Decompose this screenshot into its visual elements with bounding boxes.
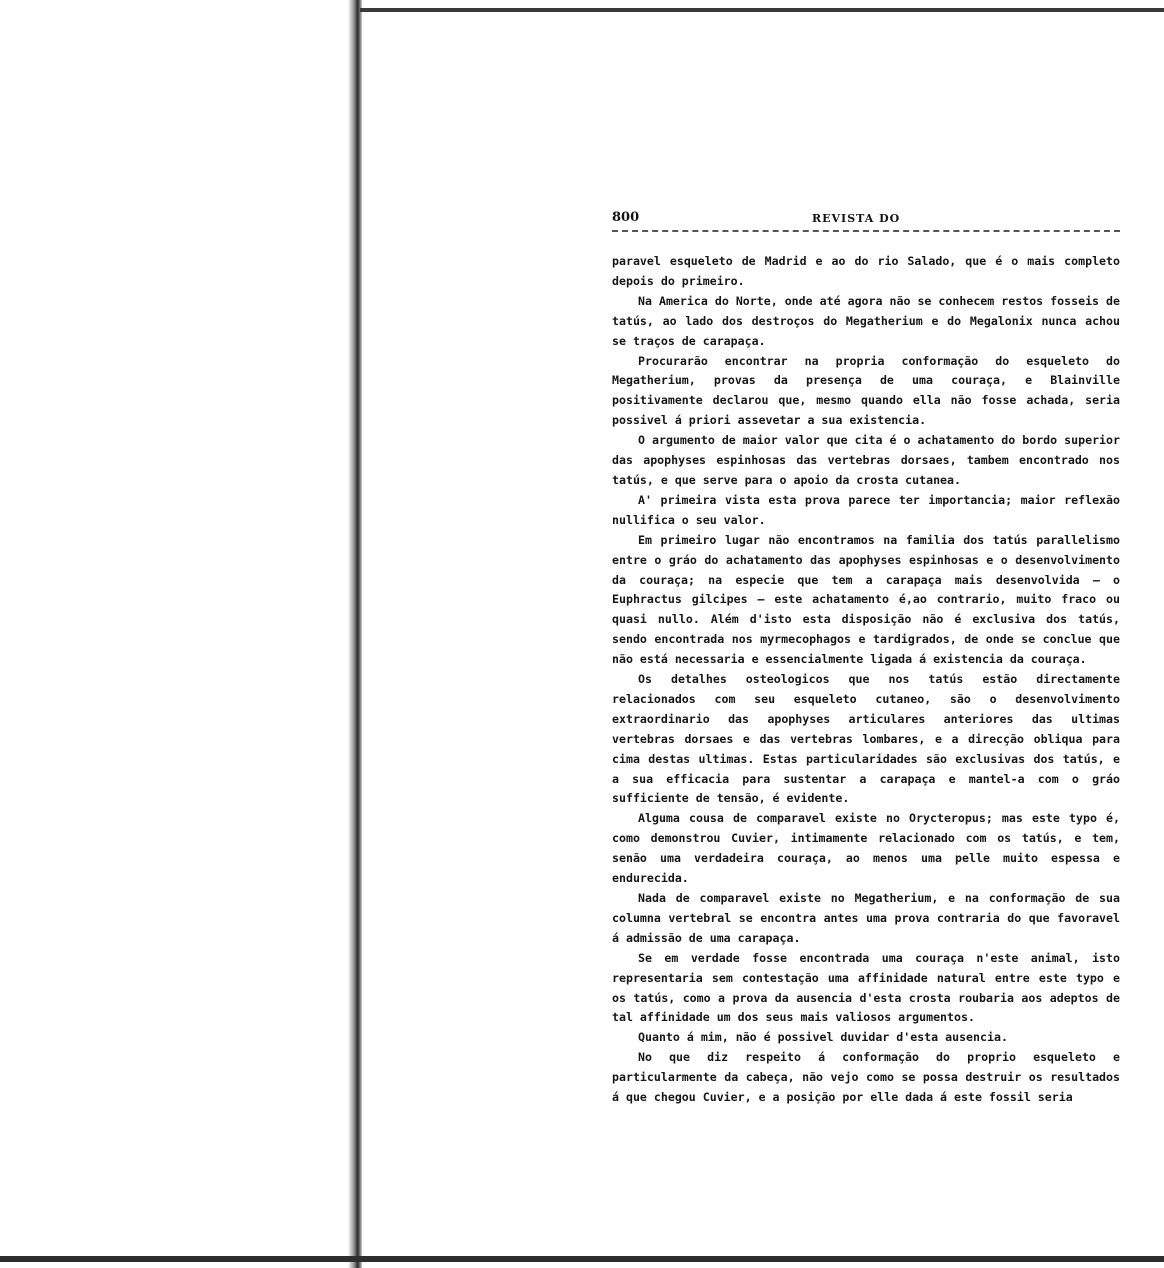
paragraph: Em primeiro lugar não encontramos na familia dos tatús parallelismo entre o gráo do achatamento das apophyses espinhosas e o desenvolvimento da couraça; na especie que tem a carapaça mais desenvolvida — o Euphractus gilcipes — este achatamento é,ao contrario, muito fraco ou quasi nullo. Além d'isto esta disposição não é exclusiva dos tatús, sendo encontrada nos myrmecophagos e tardigrados, de onde se conclue que não está necessaria e essencialmente ligada á existencia da couraça. [612, 532, 1120, 667]
paragraph: Alguma cousa de comparavel existe no Orycteropus; mas este typo é, como demonstrou Cuvier, intimamente relacionado com os tatús, e tem, senão uma verdadeira couraça, ao menos uma pelle muito espessa e endurecida. [612, 811, 1120, 886]
left-page-margin [0, 0, 358, 1268]
paragraph: Quanto á mim, não é possivel duvidar d'esta ausencia. [638, 1030, 1008, 1045]
page-header [612, 206, 1120, 228]
page-content [612, 206, 1120, 1108]
book-gutter [348, 0, 362, 1268]
paragraph: Se em verdade fosse encontrada uma couraça n'este animal, isto representaria sem contestação uma affinidade natural entre este typo e os tatús, como a prova da ausencia d'esta crosta roubaria aos adeptos de tal affinidade um dos seus mais valiosos argumentos. [612, 950, 1120, 1025]
bottom-page-edge [0, 1256, 1164, 1262]
running-title: REVISTA DO [812, 212, 901, 225]
paragraph: Procurarão encontrar na propria conformação do esqueleto do Megatherium, provas da presença de uma couraça, e Blainville positivamente declarou que, mesmo quando ella não fosse achada, seria possivel á priori assevetar a sua existencia. [612, 353, 1120, 428]
top-page-edge [360, 8, 1164, 12]
paragraph: Os detalhes osteologicos que nos tatús estão directamente relacionados com seu esqueleto cutaneo, são o desenvolvimento extraordinario das apophyses articulares anteriores das ultimas vertebras dorsaes e das vertebras lombares, e a direcção obliqua para cima destas ultimas. Estas particularidades são exclusivas dos tatús, e a sua efficacia para sustentar a carapaça e mantel-a com o gráo sufficiente de tensão, é evidente. [612, 672, 1120, 806]
paragraph: No que diz respeito á conformação do proprio esqueleto e particularmente da cabeça, não vejo como se possa destruir os resultados á que chegou Cuvier, e a posição por elle dada á este fossil seria [612, 1050, 1120, 1105]
paragraph: O argumento de maior valor que cita é o achatamento do bordo superior das apophyses espinhosas das vertebras dorsaes, tambem encontrado nos tatús, e que serve para o apoio da crosta cutanea. [612, 433, 1120, 487]
body-text [612, 252, 1120, 1108]
paragraph: paravel esqueleto de Madrid e ao do rio Salado, que é o mais completo depois do primeiro. [612, 254, 1120, 288]
header-rule [612, 230, 1120, 232]
paragraph: Na America do Norte, onde até agora não se conhecem restos fosseis de tatús, ao lado dos destroços do Megatherium e do Megalonix nunca achou se traços de carapaça. [612, 293, 1120, 348]
paragraph: Nada de comparavel existe no Megatherium, e na conformação de sua columna vertebral se encontra antes uma prova contraria do que favoravel á admissão de uma carapaça. [612, 891, 1120, 945]
page-number: 800 [612, 210, 640, 225]
paragraph: A' primeira vista esta prova parece ter importancia; maior reflexão nullifica o seu valor. [612, 492, 1120, 527]
